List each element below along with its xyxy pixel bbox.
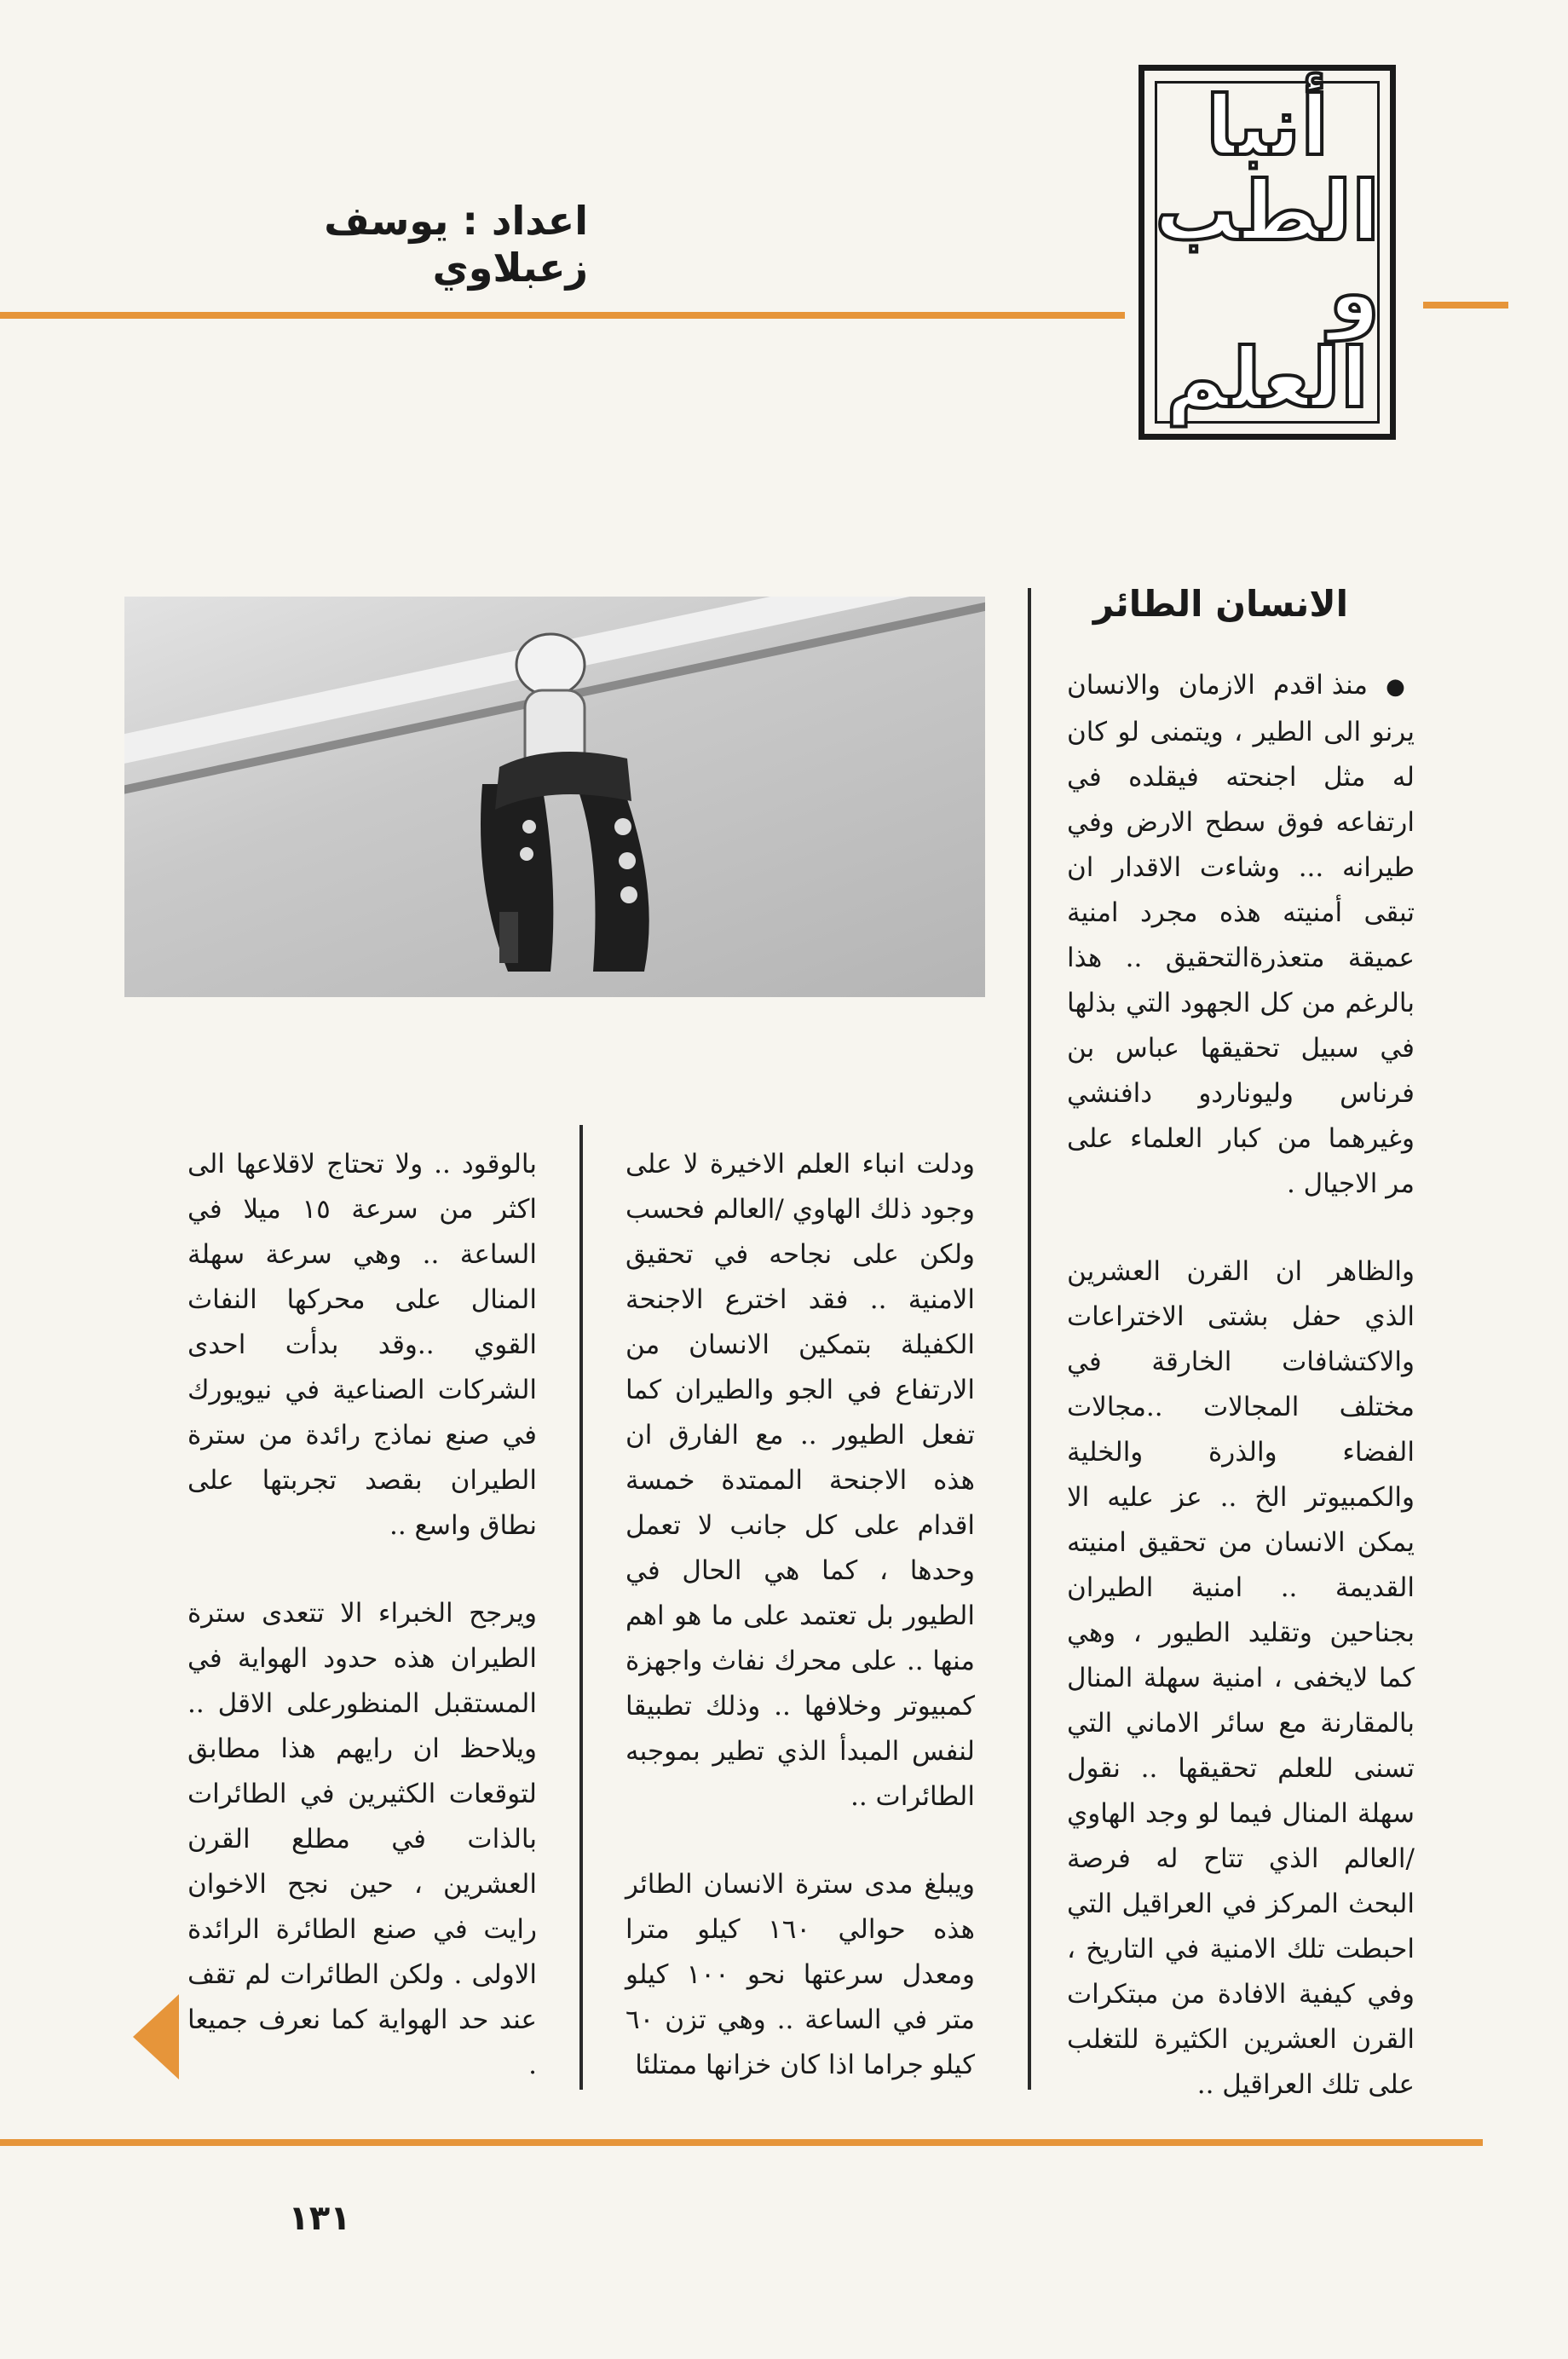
author-byline: اعداد : يوسف زعبلاوي <box>324 198 588 291</box>
logo-inner-frame <box>1154 78 1381 426</box>
top-divider-rule-short <box>1423 302 1508 309</box>
continue-arrow-icon <box>133 1994 179 2079</box>
top-divider-rule <box>0 312 1125 319</box>
paragraph <box>1067 663 1415 1207</box>
column-divider <box>1028 588 1031 2090</box>
column-divider <box>579 1125 583 2090</box>
article-photo <box>124 597 985 997</box>
paragraph: والظاهر ان القرن العشرين الذي حفل بشتى الاختراعات والاكتشافات الخارقة في مختلف المجالات ..مجالات الفضاء والذرة والخلية والكمبيوتر الخ .. عز عليه الا يمكن الانسان من تحقيق امنيته القديمة .. امنية الطيران بجناحين وتقليد الطيور ، وهي كما لايخفى ، امنية سهلة المنال بالمقارنة مع سائر الاماني التي تسنى للعلم تحقيقها .. نقول سهلة المنال فيما لو وجد الهاوي /العالم الذي تتاح له فرصة البحث المركز في العراقيل التي احبطت تلك الامنية في التاريخ ، وفي كيفية الافادة من مبتكرات القرن العشرين الكثيرة للتغلب على تلك العراقيل .. <box>1067 1256 1415 2100</box>
article-column-middle <box>625 1142 975 2088</box>
logo-line-1: أنبا <box>1205 78 1329 174</box>
bullet-icon: ● <box>1386 674 1415 700</box>
photo-flying-suit-figure <box>448 631 687 989</box>
logo-line-3: العلم <box>1166 331 1369 426</box>
paragraph: ويرجح الخبراء الا تتعدى سترة الطيران هذه حدود الهواية في المستقبل المنظورعلى الاقل .. ويلاحظ ان رايهم هذا مطابق لتوقعات الكثيرين في الطائرات بالذات في مطلع القرن العشرين ، حين نجح الاخوان رايت في صنع الطائرة الرائدة الاولى . ولكن الطائرات لم تقف عند حد الهواية كما نعرف جميعا . <box>187 1598 537 2080</box>
bottom-divider-rule <box>0 2139 1483 2146</box>
article-column-left <box>187 1142 537 2088</box>
article-column-right <box>1067 663 1415 2108</box>
article-title: الانسان الطائر <box>1092 583 1348 625</box>
paragraph-text: منذ اقدم الازمان والانسان يرنو الى الطير ، ويتمنى لو كان له مثل اجنحته فيقلده في ارتفاعه فوق سطح الارض وفي طيرانه ... وشاءت الاقدار ان تبقى أمنيته هذه مجرد امنية عميقة متعذرةالتحقيق .. هذا بالرغم من كل الجهود التي بذلها في سبيل تحقيقها عباس بن فرناس وليوناردو دافنشي وغيرهما من كبار العلماء على مر الاجيال . <box>1067 670 1415 1199</box>
logo-line-2: الطب و <box>1154 164 1381 341</box>
paragraph: ودلت انباء العلم الاخيرة لا على وجود ذلك الهاوي /العالم فحسب ولكن على نجاحه في تحقيق الامنية .. فقد اخترع الاجنحة الكفيلة بتمكين الانسان من الارتفاع في الجو والطيران كما تفعل الطيور .. مع الفارق ان هذه الاجنحة الممتدة خمسة اقدام على كل جانب لا تعمل وحدها ، كما هي الحال في الطيور بل تعتمد على ما هو اهم منها .. على محرك نفاث واجهزة كمبيوتر وخلافها .. وذلك تطبيقا لنفس المبدأ الذي تطير بموجبه الطائرات .. <box>625 1149 975 1812</box>
paragraph: بالوقود .. ولا تحتاج لاقلاعها الى اكثر من سرعة ١٥ ميلا في الساعة .. وهي سرعة سهلة المنال على محركها النفاث القوي ..وقد بدأت احدى الشركات الصناعية في نيويورك في صنع نماذج رائدة من سترة الطيران بقصد تجربتها على نطاق واسع .. <box>187 1149 537 1541</box>
page-number: ١٣١ <box>288 2199 351 2238</box>
paragraph: ويبلغ مدى سترة الانسان الطائر هذه حوالي ١٦٠ كيلو مترا ومعدل سرعتها نحو ١٠٠ كيلو متر في الساعة .. وهي تزن ٦٠ كيلو جراما اذا كان خزانها ممتلئا <box>625 1869 975 2080</box>
magazine-section-logo <box>1139 65 1396 440</box>
